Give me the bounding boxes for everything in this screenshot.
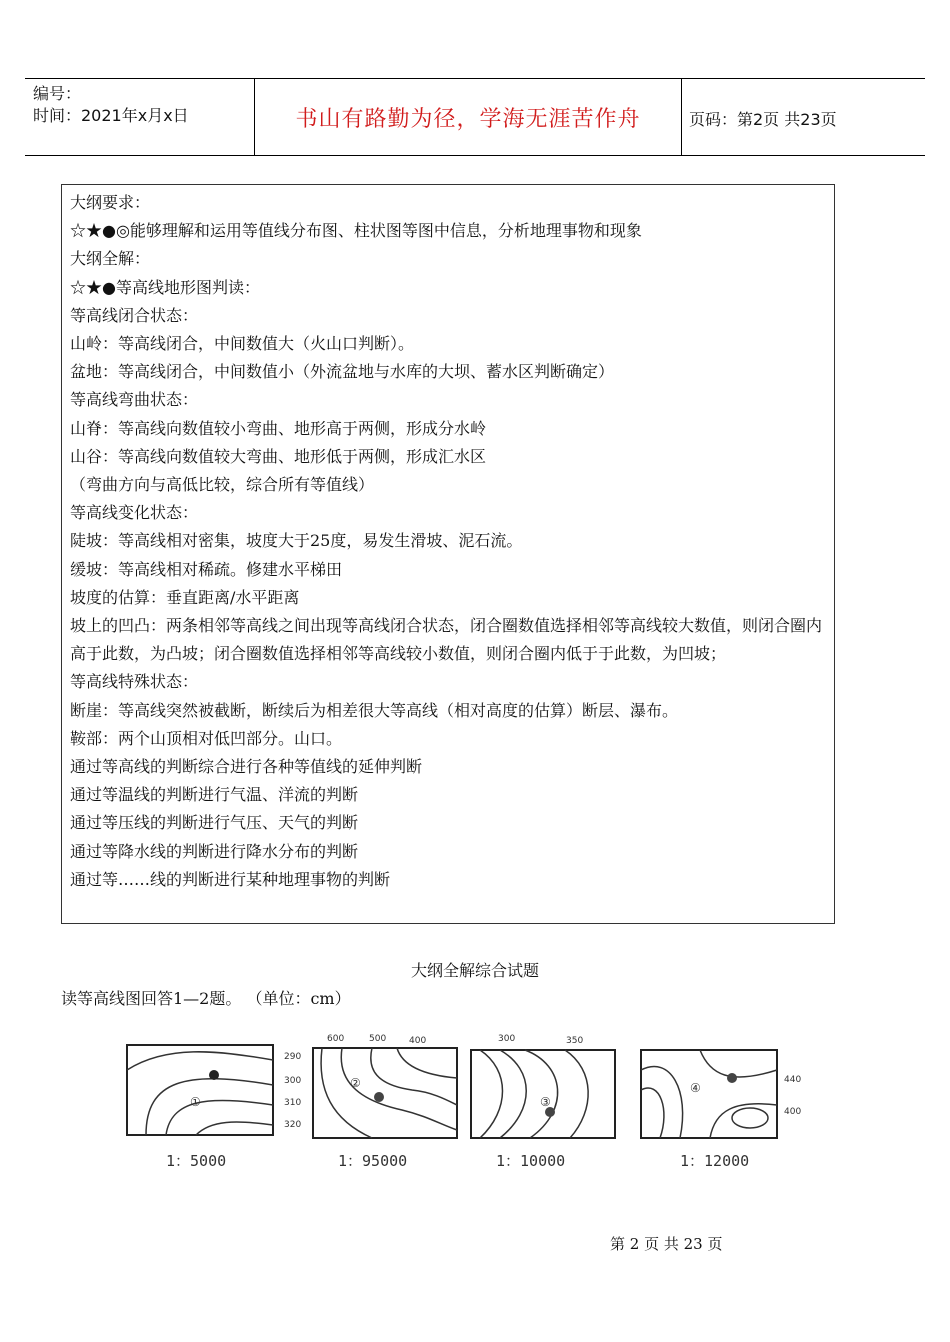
- syllabus-line: 通过等……线的判断进行某种地理事物的判断: [70, 869, 391, 889]
- section-title: 大纲全解综合试题: [410, 961, 539, 980]
- syllabus-line: 等高线弯曲状态：: [70, 390, 199, 410]
- syllabus-box: [61, 184, 835, 924]
- contour-label: 400: [409, 1036, 427, 1046]
- motto: 书山有路勤为径，学海无涯苦作舟: [254, 79, 682, 155]
- contour-label: 310: [284, 1098, 302, 1108]
- page-label: 页码：第2页 共23页: [689, 110, 837, 129]
- syllabus-line: 陡坡：等高线相对密集，坡度大于25度，易发生滑坡、泥石流。: [70, 531, 523, 551]
- syllabus-line: ☆★●等高线地形图判读：: [70, 277, 260, 297]
- page-footer: 第 2 页 共 23 页: [610, 1235, 723, 1253]
- contour-label: 300: [284, 1076, 302, 1086]
- syllabus-line: 大纲全解：: [70, 249, 151, 269]
- marker-3: ③: [540, 1095, 551, 1109]
- contour-map-2: [312, 1030, 462, 1170]
- contour-label: 500: [369, 1034, 387, 1044]
- question-text: 读等高线图回答1—2题。 （单位：cm）: [61, 989, 351, 1008]
- contour-label: 400: [784, 1107, 802, 1117]
- scale-label: 1：5000: [166, 1152, 227, 1170]
- contour-label: 600: [327, 1034, 345, 1044]
- syllabus-line: 等高线变化状态：: [70, 503, 199, 523]
- scale-label: 1：10000: [496, 1152, 566, 1170]
- syllabus-line: 等高线特殊状态：: [70, 672, 199, 692]
- contour-map-4: [640, 1030, 802, 1170]
- syllabus-line: 盆地：等高线闭合，中间数值小（外流盆地与水库的大坝、蓄水区判断确定）: [70, 362, 615, 382]
- syllabus-paragraph: 坡上的凹凸：两条相邻等高线之间出现等高线闭合状态，闭合圈数值选择相邻等高线较大数值，则闭合圈内高于此数，为凸坡；闭合圈数值选择相邻等高线较小数值，则闭合圈内低于于此数，为凹坡；: [70, 616, 823, 664]
- syllabus-line: 通过等压线的判断进行气压、天气的判断: [70, 813, 359, 833]
- contour-label: 440: [784, 1075, 802, 1085]
- marker-1: ①: [190, 1095, 201, 1109]
- time-label: 时间：2021年x月x日: [33, 106, 189, 125]
- marker-4: ④: [690, 1081, 701, 1095]
- contour-label: 290: [284, 1052, 302, 1062]
- syllabus-line: 通过等降水线的判断进行降水分布的判断: [70, 841, 359, 861]
- contour-label: 350: [566, 1036, 584, 1046]
- syllabus-line: 通过等温线的判断进行气温、洋流的判断: [70, 785, 359, 805]
- number-label: 编号：: [33, 84, 82, 103]
- contour-label: 300: [498, 1034, 516, 1044]
- syllabus-line: 坡度的估算：垂直距离/水平距离: [70, 587, 300, 607]
- contour-map-3: [470, 1030, 620, 1170]
- syllabus-line: 鞍部：两个山顶相对低凹部分。山口。: [70, 728, 343, 748]
- syllabus-line: 缓坡：等高线相对稀疏。修建水平梯田: [70, 559, 343, 579]
- syllabus-line: 山谷：等高线向数值较大弯曲、地形低于两侧，形成汇水区: [70, 446, 487, 466]
- contour-figures: [120, 1030, 800, 1180]
- scale-label: 1：12000: [680, 1152, 750, 1170]
- syllabus-line: 大纲要求：: [70, 193, 151, 212]
- syllabus-line: （弯曲方向与高低比较，综合所有等值线）: [70, 475, 375, 495]
- syllabus-line: 等高线闭合状态：: [70, 305, 199, 325]
- syllabus-line: 断崖：等高线突然被截断，断续后为相差很大等高线（相对高度的估算）断层、瀑布。: [70, 700, 679, 720]
- contour-label: 320: [284, 1120, 302, 1130]
- header-meta: [33, 83, 189, 127]
- syllabus-line: 山岭：等高线闭合，中间数值大（火山口判断）。: [70, 334, 415, 354]
- syllabus-line: ☆★●◎能够理解和运用等值线分布图、柱状图等图中信息，分析地理事物和现象: [70, 221, 642, 241]
- syllabus-line: 山脊：等高线向数值较小弯曲、地形高于两侧，形成分水岭: [70, 418, 487, 438]
- contour-map-1: [126, 1030, 302, 1170]
- page-header: [25, 78, 925, 156]
- syllabus-line: 通过等高线的判断综合进行各种等值线的延伸判断: [70, 757, 423, 777]
- scale-label: 1：95000: [338, 1152, 408, 1170]
- marker-2: ②: [350, 1076, 361, 1090]
